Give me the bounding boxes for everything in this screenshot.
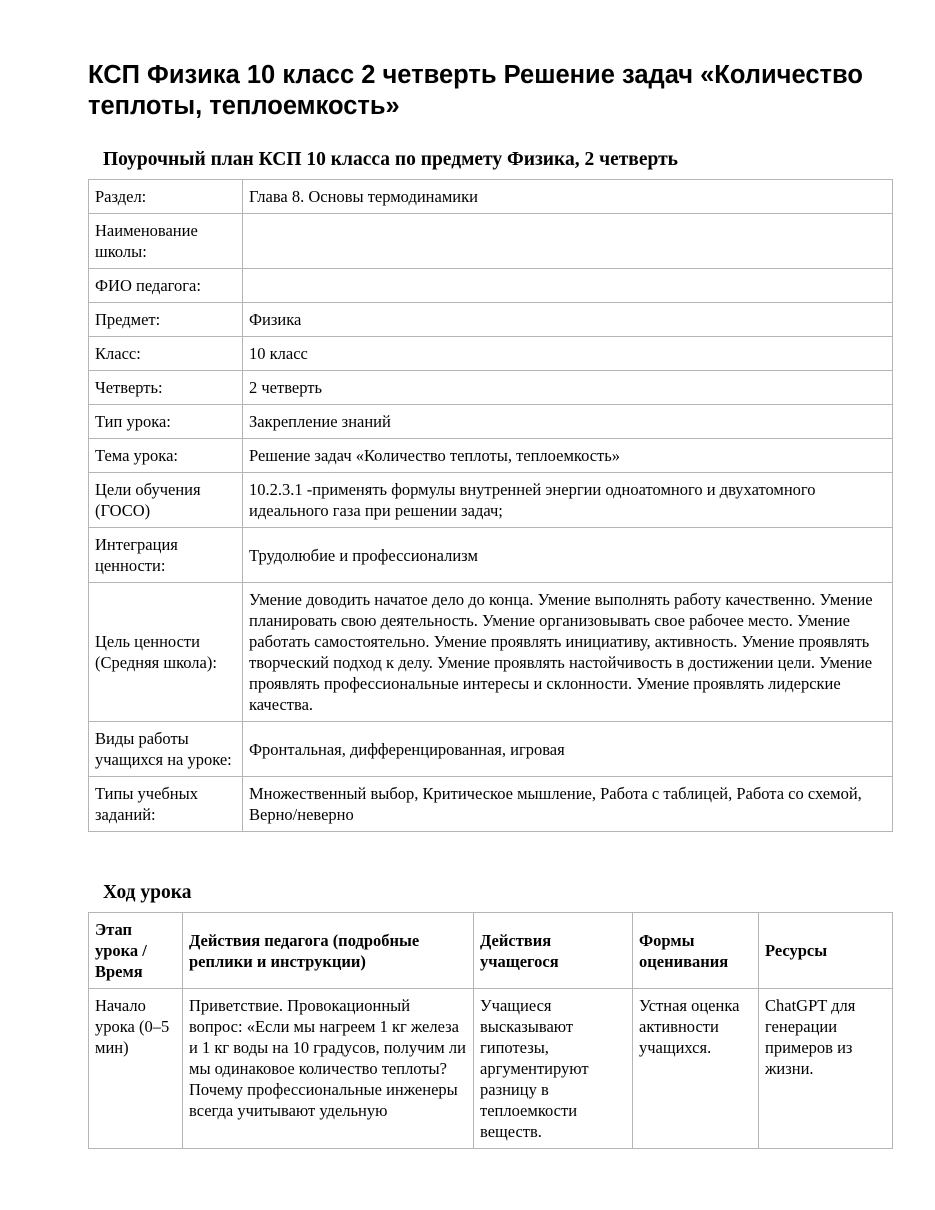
info-label: Тип урока: xyxy=(89,405,243,439)
lesson-flow-table xyxy=(88,912,893,1149)
document-title: КСП Физика 10 класс 2 четверть Решение задач «Количество теплоты, теплоемкость» xyxy=(88,61,863,120)
lesson-cell: ChatGPT для генерации примеров из жизни. xyxy=(759,989,893,1149)
info-label: Класс: xyxy=(89,337,243,371)
info-row xyxy=(89,303,893,337)
info-row xyxy=(89,722,893,777)
lesson-info-table xyxy=(88,179,893,832)
plan-heading: Поурочный план КСП 10 класса по предмету Физика, 2 четверть xyxy=(103,149,678,170)
info-label: Типы учебных заданий: xyxy=(89,777,243,832)
info-value: 10.2.3.1 -применять формулы внутренней энергии одноатомного и двухатомного идеального газа при решении задач; xyxy=(243,473,893,528)
info-row xyxy=(89,269,893,303)
lesson-header-cell: Ресурсы xyxy=(759,913,893,989)
info-label: ФИО педагога: xyxy=(89,269,243,303)
lesson-cell: Устная оценка активности учащихся. xyxy=(633,989,759,1149)
lesson-cell: Начало урока (0–5 мин) xyxy=(89,989,183,1149)
info-row xyxy=(89,583,893,722)
info-value xyxy=(243,269,893,303)
info-row xyxy=(89,528,893,583)
info-row xyxy=(89,371,893,405)
info-value: Решение задач «Количество теплоты, теплоемкость» xyxy=(243,439,893,473)
info-row xyxy=(89,214,893,269)
info-value: Фронтальная, дифференцированная, игровая xyxy=(243,722,893,777)
info-value: Закрепление знаний xyxy=(243,405,893,439)
info-label: Четверть: xyxy=(89,371,243,405)
info-value: 2 четверть xyxy=(243,371,893,405)
info-label: Цели обучения (ГОСО) xyxy=(89,473,243,528)
info-row xyxy=(89,777,893,832)
info-value xyxy=(243,214,893,269)
info-label: Цель ценности (Средняя школа): xyxy=(89,583,243,722)
info-label: Интеграция ценности: xyxy=(89,528,243,583)
info-value: 10 класс xyxy=(243,337,893,371)
lesson-header-cell: Формы оценивания xyxy=(633,913,759,989)
lesson-header-cell: Действия учащегося xyxy=(474,913,633,989)
info-value: Трудолюбие и профессионализм xyxy=(243,528,893,583)
info-label: Виды работы учащихся на уроке: xyxy=(89,722,243,777)
info-label: Наименование школы: xyxy=(89,214,243,269)
info-value: Умение доводить начатое дело до конца. Умение выполнять работу качественно. Умение планировать свою деятельность. Умение организовывать свое рабочее место. Умение работать самостоятельно. Умение проявлять инициативу, активность. Умение проявлять творческий подход к делу. Умение проявлять настойчивость в достижении цели. Умение проявлять профессиональные интересы и склонности. Умение проявлять лидерские качества. xyxy=(243,583,893,722)
info-row xyxy=(89,473,893,528)
lesson-cell: Учащиеся высказывают гипотезы, аргументируют разницу в теплоемкости веществ. xyxy=(474,989,633,1149)
info-label: Тема урока: xyxy=(89,439,243,473)
info-row xyxy=(89,180,893,214)
info-row xyxy=(89,439,893,473)
info-value: Множественный выбор, Критическое мышление, Работа с таблицей, Работа со схемой, Верно/неверно xyxy=(243,777,893,832)
info-label: Предмет: xyxy=(89,303,243,337)
lesson-row xyxy=(89,989,893,1149)
course-heading: Ход урока xyxy=(103,882,192,903)
info-label: Раздел: xyxy=(89,180,243,214)
lesson-header-cell: Этап урока / Время xyxy=(89,913,183,989)
info-row xyxy=(89,405,893,439)
info-row xyxy=(89,337,893,371)
lesson-header-cell: Действия педагога (подробные реплики и инструкции) xyxy=(183,913,474,989)
info-value: Глава 8. Основы термодинамики xyxy=(243,180,893,214)
info-value: Физика xyxy=(243,303,893,337)
lesson-cell: Приветствие. Провокационный вопрос: «Если мы нагреем 1 кг железа и 1 кг воды на 10 градусов, получим ли мы одинаковое количество теплоты? Почему профессиональные инженеры всегда учитывают удельную xyxy=(183,989,474,1149)
